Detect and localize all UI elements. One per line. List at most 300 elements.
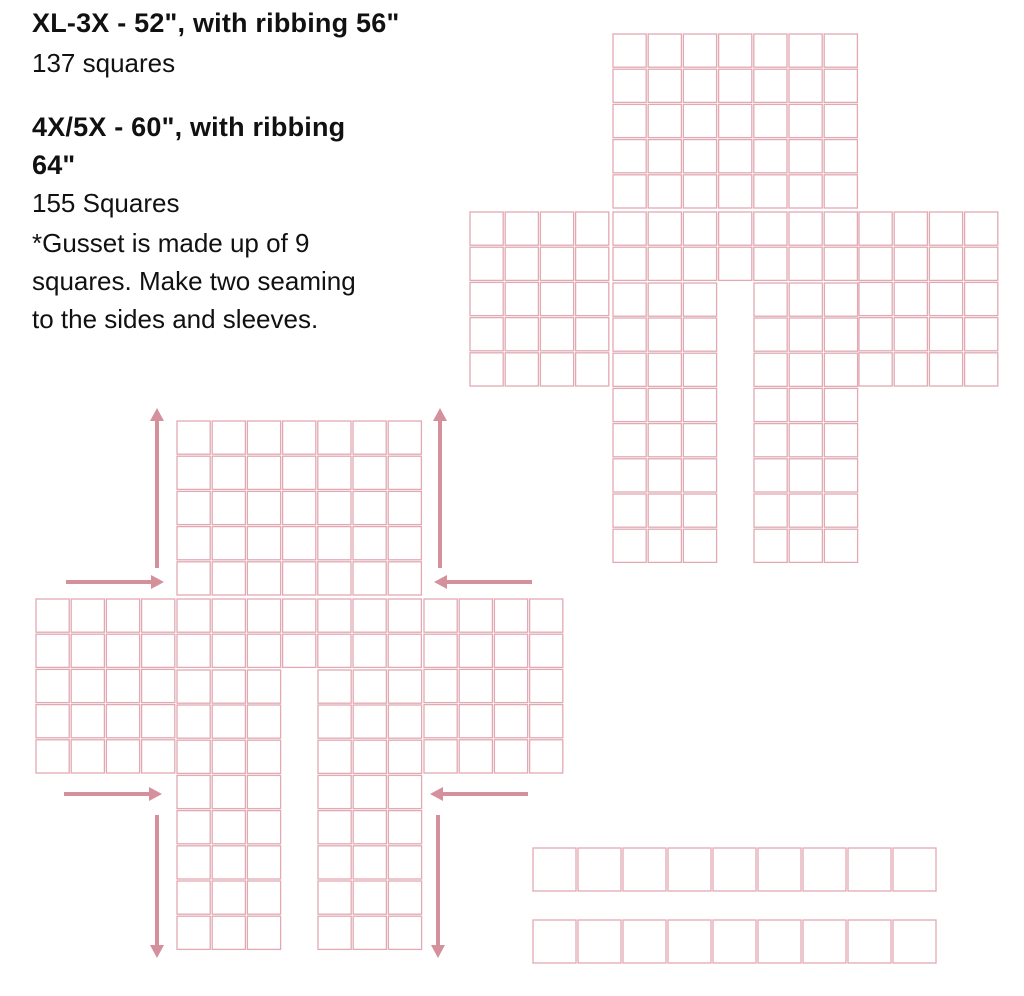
seaming-arrows [64,408,532,958]
leg-square [388,740,421,773]
sleeve-square [470,282,503,315]
body-square [247,456,280,489]
body-square [719,140,752,173]
body-square [353,599,386,632]
leg-square [824,424,857,457]
body-square [318,562,351,595]
body-square [613,140,646,173]
body-square [212,562,245,595]
leg-square [754,494,787,527]
body-square [754,140,787,173]
body-square [283,599,316,632]
sleeve-square [424,599,457,632]
leg-square [754,388,787,421]
leg-square [824,459,857,492]
leg-square [683,529,716,562]
body-square [789,212,822,245]
leg-square [318,846,351,879]
gusset-square [758,920,801,963]
body-square [789,175,822,208]
body-square [648,283,681,316]
body-square [613,247,646,280]
body-square [388,670,421,703]
body-square [177,527,210,560]
leg-square [613,353,646,386]
body-square [212,527,245,560]
body-square [648,140,681,173]
body-square [177,634,210,667]
body-square [388,527,421,560]
sleeve-square [859,212,892,245]
body-square [824,283,857,316]
sleeve-square [71,634,104,667]
sleeve-square [494,740,527,773]
body-square [719,175,752,208]
leg-square [648,529,681,562]
leg-square [318,705,351,738]
body-square [824,140,857,173]
sleeve-square [470,247,503,280]
sleeve-square [576,353,609,386]
sleeve-square [459,740,492,773]
sleeve-square [142,669,175,702]
sleeve-square [106,634,139,667]
sleeve-square [859,282,892,315]
leg-square [212,705,245,738]
sleeve-square [929,282,962,315]
leg-square [613,494,646,527]
body-square [283,562,316,595]
gusset-square [668,920,711,963]
body-square [824,175,857,208]
body-square [683,104,716,137]
body-square [283,634,316,667]
leg-square [388,775,421,808]
body-square [283,491,316,524]
sleeve-square [929,353,962,386]
leg-square [648,318,681,351]
body-square [648,69,681,102]
body-square [247,562,280,595]
leg-square [318,775,351,808]
leg-square [789,494,822,527]
body-square [648,212,681,245]
sleeve-square [576,282,609,315]
body-square [824,212,857,245]
sleeve-square [459,599,492,632]
leg-square [824,318,857,351]
body-square [212,421,245,454]
sleeve-square [965,282,998,315]
sleeve-square [142,599,175,632]
body-square [247,421,280,454]
leg-square [353,775,386,808]
leg-square [824,529,857,562]
arrow-up-right [433,408,447,568]
sleeve-square [106,669,139,702]
sleeve-square [859,247,892,280]
sleeve-square [71,740,104,773]
leg-square [247,846,280,879]
sleeve-square [36,634,69,667]
sleeve-square [859,353,892,386]
leg-square [648,353,681,386]
leg-square [318,916,351,949]
leg-square [754,424,787,457]
body-square [789,247,822,280]
body-square [613,69,646,102]
sleeve-square [859,318,892,351]
gusset-square [848,848,891,891]
body-square [353,421,386,454]
leg-square [789,353,822,386]
body-square [247,491,280,524]
sleeve-square [424,740,457,773]
arrow-up-left [150,408,164,568]
leg-square [754,529,787,562]
gusset-square [668,848,711,891]
size-4x-5x-heading-line1: 4X/5X - 60", with ribbing [32,112,346,142]
body-square [353,527,386,560]
leg-square [212,916,245,949]
gusset-square [893,920,936,963]
body-square [388,634,421,667]
body-square [247,599,280,632]
gusset-square [578,848,621,891]
body-square [353,670,386,703]
sleeve-square [470,353,503,386]
gusset-square [578,920,621,963]
sleeve-square [929,212,962,245]
leg-square [177,881,210,914]
sleeve-square [894,282,927,315]
body-square [613,212,646,245]
sleeve-square [36,740,69,773]
body-square [648,175,681,208]
body-square [212,456,245,489]
body-square [648,34,681,67]
sleeve-square [965,247,998,280]
body-square [318,456,351,489]
body-square [318,599,351,632]
body-square [683,140,716,173]
sleeve-square [106,740,139,773]
body-square [353,491,386,524]
body-square [683,283,716,316]
gusset-square [758,848,801,891]
arrow-right-upper [66,575,164,589]
sleeve-square [106,705,139,738]
sleeve-square [530,705,563,738]
body-square [318,670,351,703]
sleeve-square [530,634,563,667]
size-xl-3x-count: 137 squares [32,48,176,78]
sleeve-square [505,212,538,245]
sleeve-square [894,212,927,245]
leg-square [613,388,646,421]
leg-square [318,811,351,844]
leg-square [353,881,386,914]
body-square [719,34,752,67]
body-square [283,527,316,560]
body-square [318,527,351,560]
body-square [754,283,787,316]
sleeve-square [540,247,573,280]
leg-square [247,775,280,808]
leg-square [613,529,646,562]
arrow-left-upper [434,575,532,589]
body-square [719,69,752,102]
sleeve-square [470,318,503,351]
sleeve-square [424,705,457,738]
sleeve-square [894,247,927,280]
sleeve-square [576,318,609,351]
leg-square [824,388,857,421]
arrow-right-lower [64,787,162,801]
sleeve-square [424,669,457,702]
leg-square [177,846,210,879]
sleeve-square [494,669,527,702]
sleeve-square [494,599,527,632]
body-square [613,34,646,67]
body-square [177,599,210,632]
leg-square [247,811,280,844]
sleeve-square [459,705,492,738]
leg-square [754,459,787,492]
body-square [613,283,646,316]
leg-square [683,459,716,492]
leg-square [247,705,280,738]
gusset-note-line2: squares. Make two seaming [32,266,356,296]
body-square [177,491,210,524]
gusset-square [713,920,756,963]
arrow-down-right [431,815,445,958]
leg-square [318,881,351,914]
body-square [388,456,421,489]
body-square [283,421,316,454]
body-square [719,104,752,137]
body-square [824,104,857,137]
leg-square [177,916,210,949]
sleeve-square [459,669,492,702]
sleeve-square [929,247,962,280]
leg-square [212,846,245,879]
leg-square [789,388,822,421]
body-square [683,34,716,67]
body-square [318,634,351,667]
gusset-note-line3: to the sides and sleeves. [32,304,319,334]
sleeve-square [540,318,573,351]
sleeve-square [494,705,527,738]
sleeve-square [505,282,538,315]
body-square [283,456,316,489]
arrow-down-left [150,815,164,958]
body-square [613,104,646,137]
sleeve-square [540,282,573,315]
gusset-square [533,920,576,963]
leg-square [388,881,421,914]
leg-square [212,775,245,808]
sleeve-square [894,353,927,386]
leg-square [388,705,421,738]
sleeve-square [71,705,104,738]
body-square [754,247,787,280]
leg-square [247,916,280,949]
gusset-note-line1: *Gusset is made up of 9 [32,228,310,258]
gusset-square [848,920,891,963]
body-square [613,175,646,208]
body-square [353,456,386,489]
gusset-square [623,920,666,963]
body-square [789,104,822,137]
sleeve-square [142,705,175,738]
sleeve-square [142,634,175,667]
sleeve-square [505,247,538,280]
sleeve-square [36,599,69,632]
4x-5x-square-layout [36,421,563,949]
gusset-strips [533,848,936,963]
leg-square [353,916,386,949]
body-square [754,175,787,208]
body-square [824,34,857,67]
sleeve-square [965,212,998,245]
sleeve-square [540,353,573,386]
sleeve-square [71,669,104,702]
sleeve-square [71,599,104,632]
body-square [177,456,210,489]
leg-square [683,353,716,386]
body-square [648,247,681,280]
body-square [789,34,822,67]
body-square [318,421,351,454]
arrow-left-lower [430,787,528,801]
body-square [824,247,857,280]
body-square [719,247,752,280]
size-xl-3x-heading: XL-3X - 52", with ribbing 56" [32,8,400,38]
sleeve-square [424,634,457,667]
body-square [318,491,351,524]
sleeve-square [530,669,563,702]
body-square [247,527,280,560]
sleeve-square [965,353,998,386]
sleeve-square [576,247,609,280]
sleeve-square [505,318,538,351]
size-4x-5x-heading-line2: 64" [32,150,76,180]
leg-square [353,811,386,844]
leg-square [247,881,280,914]
body-square [754,104,787,137]
sleeve-square [470,212,503,245]
gusset-square [533,848,576,891]
body-square [353,634,386,667]
body-square [683,69,716,102]
gusset-square [623,848,666,891]
leg-square [212,881,245,914]
sleeve-square [505,353,538,386]
body-square [177,670,210,703]
gusset-square [803,920,846,963]
leg-square [177,811,210,844]
body-square [212,599,245,632]
body-square [648,104,681,137]
sleeve-square [36,669,69,702]
sleeve-square [142,740,175,773]
body-square [388,599,421,632]
sleeve-square [965,318,998,351]
leg-square [789,529,822,562]
leg-square [683,388,716,421]
leg-square [789,459,822,492]
sleeve-square [540,212,573,245]
leg-square [177,705,210,738]
leg-square [318,740,351,773]
leg-square [353,705,386,738]
leg-square [754,318,787,351]
gusset-square [803,848,846,891]
leg-square [177,775,210,808]
leg-square [613,459,646,492]
leg-square [648,494,681,527]
body-square [719,212,752,245]
sleeve-square [894,318,927,351]
sleeve-square [36,705,69,738]
leg-square [613,318,646,351]
leg-square [648,388,681,421]
body-square [789,283,822,316]
body-square [388,491,421,524]
leg-square [212,811,245,844]
leg-square [353,846,386,879]
body-square [754,69,787,102]
body-square [754,212,787,245]
leg-square [353,740,386,773]
body-square [789,69,822,102]
sleeve-square [929,318,962,351]
body-square [824,69,857,102]
body-square [177,562,210,595]
body-square [212,670,245,703]
leg-square [247,740,280,773]
body-square [212,634,245,667]
sleeve-square [576,212,609,245]
leg-square [177,740,210,773]
gusset-square [713,848,756,891]
leg-square [212,740,245,773]
body-square [388,421,421,454]
body-square [683,212,716,245]
leg-square [388,811,421,844]
sleeve-square [530,740,563,773]
xl-3x-square-layout [470,34,998,562]
leg-square [754,353,787,386]
sleeve-square [106,599,139,632]
body-square [247,670,280,703]
leg-square [648,424,681,457]
leg-square [388,916,421,949]
body-square [683,175,716,208]
leg-square [683,494,716,527]
leg-square [824,353,857,386]
leg-square [683,318,716,351]
leg-square [789,318,822,351]
leg-square [789,424,822,457]
body-square [388,562,421,595]
body-square [177,421,210,454]
body-square [212,491,245,524]
body-square [353,562,386,595]
sleeve-square [494,634,527,667]
leg-square [388,846,421,879]
